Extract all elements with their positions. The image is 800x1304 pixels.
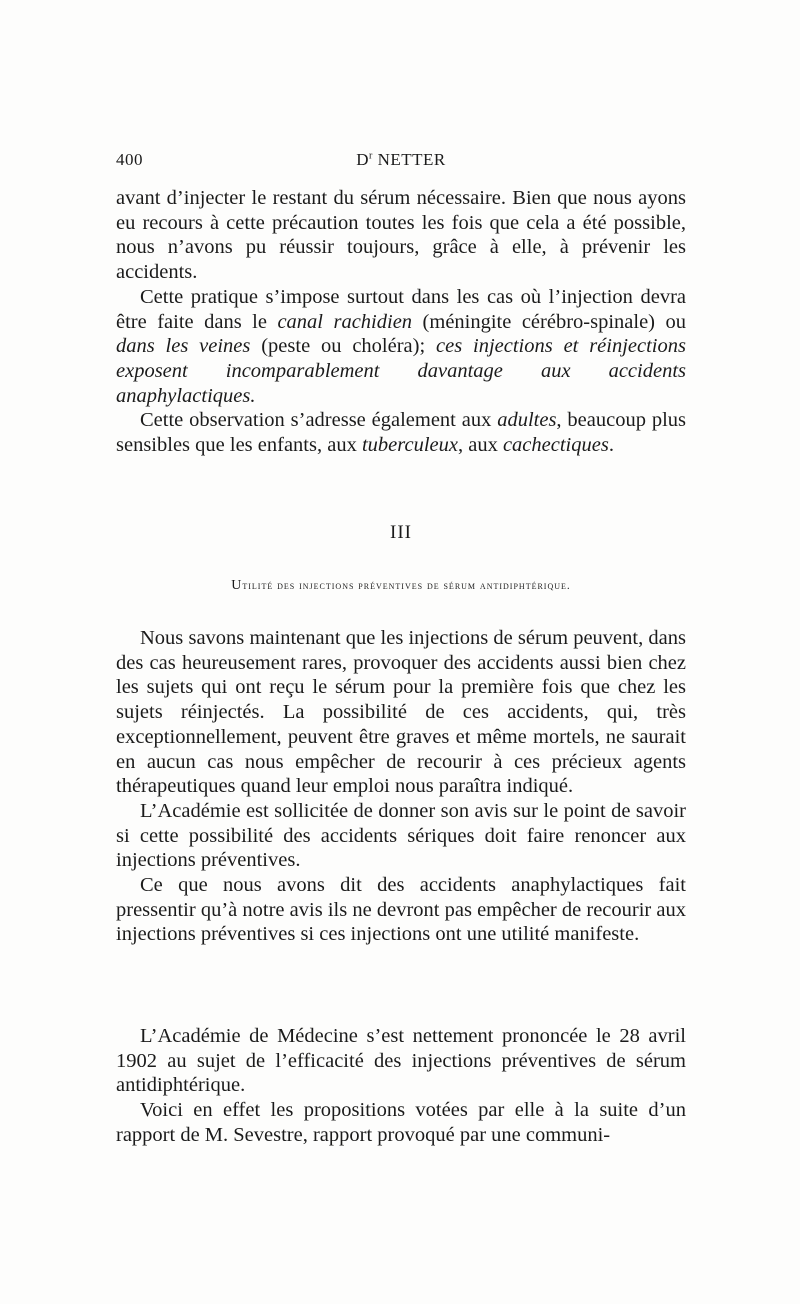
section-title-rest: tilité des injections préventives de sérum antidiphtérique. — [242, 580, 571, 592]
italic-run: cachectiques — [502, 434, 609, 457]
page-number: 400 — [116, 150, 143, 169]
italic-run: adultes — [497, 409, 557, 432]
paragraph — [116, 285, 686, 409]
italic-run: dans les veines — [116, 335, 251, 358]
text-run: Cette observation s’adresse également aux — [140, 409, 498, 432]
text-run: (peste ou choléra); — [250, 335, 437, 358]
paragraph: avant d’injecter le restant du sérum nécessaire. Bien que nous ayons eu recours à cette précaution toutes les fois que cela a été possible, nous n’avons pu réussir toujours, grâce à elle, à prévenir les accidents. — [116, 187, 686, 284]
page-header — [116, 150, 686, 174]
paragraph: Voici en effet les propositions votées par elle à la suite d’un rapport de M. Sevestre, rapport provoqué par une communi- — [116, 1099, 686, 1146]
running-head-sup: r — [369, 150, 373, 162]
italic-run: ces injections et réinjections exposent incomparablement davantage aux accidents anaphylactiques. — [116, 335, 686, 407]
text-run: . — [608, 434, 614, 457]
running-head-prefix: D — [356, 150, 370, 169]
text-run: , aux — [457, 434, 503, 457]
text-block-1 — [116, 186, 686, 458]
running-head-name: NETTER — [377, 150, 446, 169]
section-title — [116, 578, 686, 594]
italic-run: tuberculeux — [361, 434, 458, 457]
section-number: III — [390, 522, 412, 543]
paragraph: L’Académie de Médecine s’est nettement prononcée le 28 avril 1902 au sujet de l’efficacité des injections préventives de sérum antidiphtérique. — [116, 1025, 686, 1097]
running-head — [116, 150, 686, 170]
text-run: (méningite cérébro-spinale) ou — [412, 310, 686, 333]
section-title-initial: U — [231, 578, 243, 593]
text-block-2 — [116, 626, 686, 947]
paragraph: Ce que nous avons dit des accidents anaphylactiques fait pressentir qu’à notre avis ils ne devront pas empêcher de recourir aux injections préventives si ces injections ont une utilité manifeste. — [116, 874, 686, 946]
paragraph: Nous savons maintenant que les injections de sérum peuvent, dans des cas heureusement rares, provoquer des accidents aussi bien chez les sujets qui ont reçu le sérum pour la première fois que chez les sujets réinjectés. La possibilité de ces accidents, qui, très exceptionnellement, peuvent être graves et même mortels, ne saurait en aucun cas nous empêcher de recourir à ces précieux agents thérapeutiques quand leur emploi nous paraîtra indiqué. — [116, 627, 686, 798]
paragraph — [116, 408, 686, 457]
text-block-3 — [116, 1024, 686, 1148]
text-run: , beaucoup plus sensibles que les enfants, aux — [116, 409, 686, 457]
text-run: Cette pratique s’impose surtout dans les cas où l’injection devra être faite dans le — [116, 285, 686, 333]
paragraph: L’Académie est sollicitée de donner son avis sur le point de savoir si cette possibilité des accidents sériques doit faire renoncer aux injections préventives. — [116, 799, 686, 872]
italic-run: canal rachidien — [277, 310, 413, 333]
